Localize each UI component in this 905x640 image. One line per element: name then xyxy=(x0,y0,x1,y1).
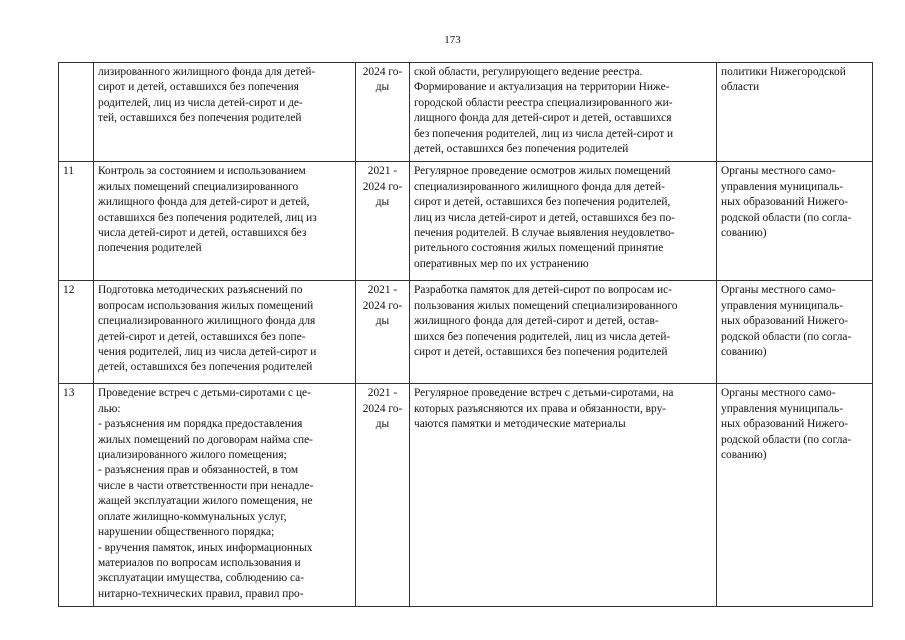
event-cell: Проведение встреч с детьми-сиротами с це- лью: - разъяснения им порядка предоставления жилых помещений по договорам найма спе- циализированного жилого помещения; - разъяснения прав и обязанностей, в том числе в части ответственности при ненадле- жащей эксплуатации жилого помещения, не оплате жилищно-коммунальных услуг, нарушении общественного порядка; - вручения памяток, иных информационных материалов по вопросам использования и эксплуатации имущества, соблюдению са- нитарно-технических правил, правил про- xyxy=(94,384,356,607)
measures-table xyxy=(58,62,873,607)
table-row xyxy=(59,384,873,607)
responsible-cell: Органы местного само- управления муниципаль- ных образований Нижего- родской области (по согла- сованию) xyxy=(717,384,873,607)
row-number-cell: 11 xyxy=(59,162,94,281)
row-number-cell: 13 xyxy=(59,384,94,607)
responsible-cell: политики Нижегородской области xyxy=(717,63,873,162)
expected-result-cell: Разработка памяток для детей-сирот по вопросам ис- пользования жилых помещений специализированного жилищного фонда для детей-сирот и детей, остав- шихся без попечения родителей, лиц из числа детей- сирот и детей, оставшихся без попечения родителей xyxy=(410,281,717,384)
row-number-cell xyxy=(59,63,94,162)
table-row xyxy=(59,162,873,281)
table-row xyxy=(59,281,873,384)
expected-result-cell: Регулярное проведение встреч с детьми-сиротами, на которых разъясняются их права и обязанности, вру- чаются памятки и методические материалы xyxy=(410,384,717,607)
row-number-cell: 12 xyxy=(59,281,94,384)
term-cell: 2024 го- ды xyxy=(356,63,410,162)
event-cell: Контроль за состоянием и использованием жилых помещений специализированного жилищного фонда для детей-сирот и детей, оставшихся без попечения родителей, лиц из числа детей-сирот и детей, оставшихся без попечения родителей xyxy=(94,162,356,281)
event-cell: лизированного жилищного фонда для детей- сирот и детей, оставшихся без попечения родителей, лиц из числа детей-сирот и де- тей, оставшихся без попечения родителей xyxy=(94,63,356,162)
expected-result-cell: Регулярное проведение осмотров жилых помещений специализированного жилищного фонда для детей- сирот и детей, оставшихся без попечения родителей, лиц из числа детей-сирот и детей, оставшихся без по- печения родителей. В случае выявления неудовлетво- рительного состояния жилых помещений принятие оперативных мер по их устранению xyxy=(410,162,717,281)
expected-result-cell: ской области, регулирующего ведение реестра. Формирование и актуализация на территории Ниже- городской области реестра специализированного жи- лищного фонда для детей-сирот и детей, оставшихся без попечения родителей, лиц из числа детей-сирот и детей, оставшихся без попечения родителей xyxy=(410,63,717,162)
responsible-cell: Органы местного само- управления муниципаль- ных образований Нижего- родской области (по согла- сованию) xyxy=(717,281,873,384)
term-cell: 2021 - 2024 го- ды xyxy=(356,162,410,281)
term-cell: 2021 - 2024 го- ды xyxy=(356,281,410,384)
event-cell: Подготовка методических разъяснений по вопросам использования жилых помещений специализированного жилищного фонда для детей-сирот и детей, оставшихся без попе- чения родителей, лиц из числа детей-сирот и детей, оставшихся без попечения родителей xyxy=(94,281,356,384)
page-number: 173 xyxy=(444,34,461,46)
table-row xyxy=(59,63,873,162)
term-cell: 2021 - 2024 го- ды xyxy=(356,384,410,607)
responsible-cell: Органы местного само- управления муниципаль- ных образований Нижего- родской области (по согла- сованию) xyxy=(717,162,873,281)
